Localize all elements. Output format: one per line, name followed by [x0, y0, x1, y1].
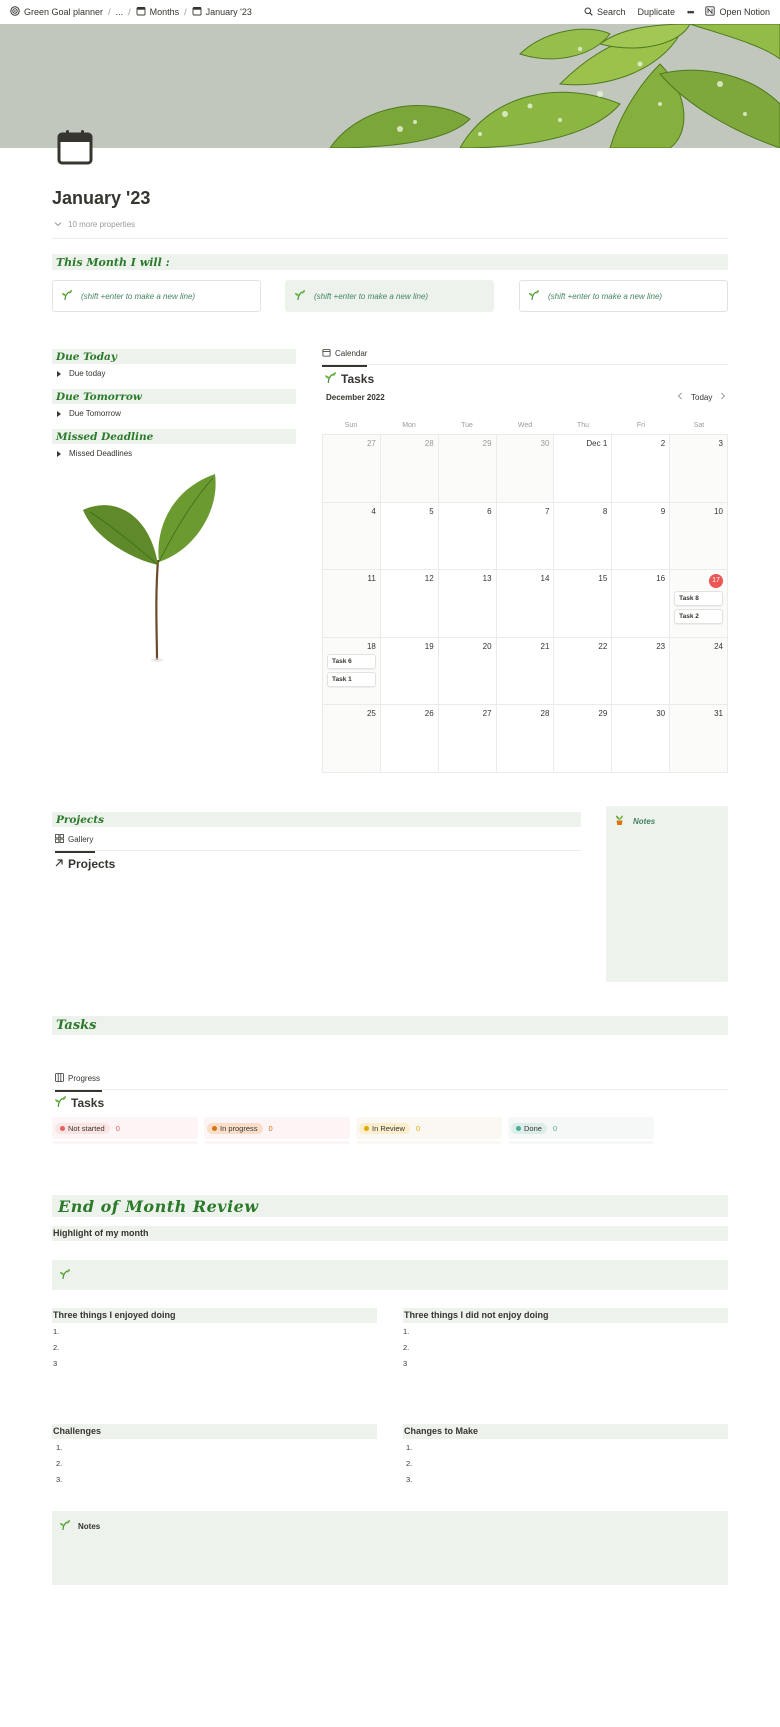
calendar-db-title[interactable] [324, 371, 374, 387]
properties-divider [52, 238, 728, 239]
calendar-db-title-label: Tasks [341, 372, 375, 386]
cover-image [0, 24, 780, 148]
day-number: Dec 1 [586, 439, 608, 448]
calendar-day-cell[interactable] [381, 570, 439, 638]
changes-item[interactable]: 2. [406, 1459, 413, 1468]
column-footer [356, 1141, 502, 1144]
sprout-arrow-icon [54, 1095, 67, 1111]
calendar-day-cell[interactable] [439, 570, 497, 638]
tasks-tab-divider [52, 1089, 728, 1090]
calendar-day-cell[interactable] [612, 638, 670, 706]
calendar-day-cell[interactable] [612, 435, 670, 503]
calendar-tab-divider [322, 364, 728, 365]
column-count: 0 [552, 1123, 558, 1133]
missed-deadline-toggle-label: Missed Deadlines [69, 449, 133, 458]
search-icon [584, 7, 593, 18]
projects-heading: Projects [52, 812, 581, 827]
due-tomorrow-toggle-label: Due Tomorrow [69, 409, 121, 418]
calendar-day-cell[interactable] [554, 435, 612, 503]
day-number: 9 [660, 506, 666, 516]
day-number: 21 [540, 641, 550, 651]
column-footer [508, 1141, 654, 1144]
calendar-day-cell[interactable] [670, 705, 728, 773]
day-number: 22 [598, 641, 608, 651]
column-count: 0 [415, 1123, 421, 1133]
sprout-icon [294, 289, 306, 303]
toggle-triangle-icon [57, 411, 61, 417]
notion-logo-icon [705, 6, 715, 18]
changes-heading: Changes to Make [403, 1424, 728, 1439]
notes-callout-label: Notes [633, 816, 656, 826]
duplicate-label: Duplicate [637, 7, 675, 17]
goal-callout-2[interactable] [285, 280, 494, 312]
calendar-day-cell[interactable] [323, 503, 381, 571]
day-number-today [674, 574, 723, 588]
due-today-heading: Due Today [52, 349, 296, 364]
changes-item[interactable]: 3. [406, 1475, 413, 1484]
column-footer [204, 1141, 350, 1144]
breadcrumb-workspace-label: Green Goal planner [24, 7, 104, 17]
top-bar [0, 0, 780, 24]
toggle-triangle-icon [57, 451, 61, 457]
day-number: 11 [367, 574, 376, 583]
challenges-heading: Challenges [52, 1424, 377, 1439]
notes-callout[interactable] [606, 806, 728, 982]
projects-db-title[interactable] [54, 857, 115, 871]
due-tomorrow-heading: Due Tomorrow [52, 389, 296, 404]
calendar-day-cell-today[interactable] [670, 570, 728, 638]
goal-callout-text: (shift +enter to make a new line) [81, 291, 196, 301]
calendar-day-cell[interactable] [323, 638, 381, 706]
due-today-toggle[interactable] [57, 369, 105, 378]
more-properties-toggle[interactable] [54, 220, 135, 229]
today-badge: 17 [709, 574, 723, 588]
calendar-icon [192, 6, 202, 18]
breadcrumb-separator: / [108, 7, 111, 17]
enjoyed-item[interactable]: 2. [53, 1343, 60, 1352]
status-label: In progress [220, 1123, 258, 1133]
tab-gallery-label: Gallery [68, 835, 94, 844]
breadcrumb-ellipsis[interactable] [116, 7, 124, 17]
challenges-item[interactable]: 1. [56, 1443, 63, 1452]
enjoyed-item[interactable]: 3 [53, 1359, 58, 1368]
gallery-grid-icon [55, 834, 64, 845]
day-number: 19 [424, 641, 434, 651]
board-column-done[interactable] [508, 1117, 654, 1139]
calendar-day-cell[interactable] [381, 638, 439, 706]
weekday-label: Sat [693, 422, 705, 429]
calendar-day-cell[interactable] [381, 503, 439, 571]
day-number: 30 [656, 709, 666, 718]
sprout-icon [528, 289, 540, 303]
not-enjoyed-item[interactable]: 2. [403, 1343, 410, 1352]
review-heading: End of Month Review [52, 1195, 728, 1217]
day-number: 23 [656, 641, 666, 651]
day-number: 12 [424, 574, 434, 583]
status-label: Not started [68, 1123, 105, 1133]
day-number: 15 [598, 574, 608, 583]
status-pill [511, 1123, 547, 1134]
calendar-day-cell[interactable] [554, 570, 612, 638]
calendar-day-cell[interactable] [554, 705, 612, 773]
calendar-day-cell[interactable] [439, 638, 497, 706]
sprout-icon [59, 1268, 71, 1282]
board-column-in-review[interactable] [356, 1117, 502, 1139]
calendar-day-cell[interactable] [439, 705, 497, 773]
calendar-day-cell[interactable] [381, 435, 439, 503]
column-footer [52, 1141, 198, 1144]
search-label: Search [596, 7, 626, 17]
day-number: 27 [482, 709, 492, 718]
calendar-event-card[interactable]: Task 8 [674, 591, 723, 606]
chevron-right-icon[interactable] [720, 392, 726, 402]
due-tomorrow-toggle[interactable] [57, 409, 121, 418]
duplicate-button[interactable] [637, 7, 675, 17]
not-enjoyed-item[interactable]: 3 [403, 1359, 408, 1368]
goal-callout-text: (shift +enter to make a new line) [548, 291, 663, 301]
calendar-day-cell[interactable] [670, 638, 728, 706]
calendar-day-cell[interactable] [497, 435, 555, 503]
enjoyed-item[interactable]: 1. [53, 1327, 60, 1336]
potted-plant-icon [614, 814, 625, 828]
calendar-icon [322, 348, 331, 359]
sprout-icon [61, 289, 73, 303]
weekday-label: Sun [344, 422, 358, 429]
calendar-day-cell[interactable] [612, 705, 670, 773]
tasks-db-title[interactable] [54, 1095, 104, 1111]
calendar-day-cell[interactable] [612, 570, 670, 638]
missed-deadline-heading: Missed Deadline [52, 429, 296, 444]
day-number: 28 [540, 709, 550, 718]
day-number: 25 [366, 709, 376, 718]
day-number: 29 [598, 709, 608, 718]
day-number: 18 [366, 641, 376, 651]
chevron-left-icon[interactable] [677, 392, 683, 402]
column-count: 0 [268, 1123, 273, 1133]
toggle-triangle-icon [57, 371, 61, 377]
calendar-day-cell[interactable] [497, 638, 555, 706]
calendar-event-card[interactable]: Task 1 [327, 672, 376, 687]
target-icon [10, 6, 20, 18]
calendar-day-cell[interactable] [497, 503, 555, 571]
status-pill [55, 1123, 110, 1134]
sprout-arrow-icon [324, 371, 337, 387]
arrow-up-right-icon [54, 857, 64, 871]
calendar-day-cell[interactable] [670, 435, 728, 503]
breadcrumb-workspace[interactable] [10, 6, 103, 18]
column-count: 0 [115, 1123, 120, 1133]
breadcrumb-separator: / [128, 7, 131, 17]
calendar-day-cell[interactable] [323, 705, 381, 773]
open-notion-button[interactable] [705, 6, 770, 18]
page-title[interactable]: January '23 [52, 188, 151, 208]
day-number: 8 [602, 506, 608, 516]
calendar-view [322, 422, 728, 773]
status-dot-icon [364, 1126, 369, 1131]
status-dot-icon [212, 1126, 217, 1131]
status-label: Done [524, 1123, 542, 1133]
projects-db-title-label: Projects [68, 857, 116, 871]
calendar-nav [677, 392, 726, 402]
breadcrumb-months-label: Months [149, 7, 180, 17]
today-button[interactable]: Today [691, 392, 713, 402]
day-number: 30 [540, 439, 550, 448]
calendar-day-cell[interactable] [554, 638, 612, 706]
status-dot-icon [516, 1126, 521, 1131]
more-icon: ••• [687, 7, 694, 17]
review-notes-callout[interactable] [52, 1511, 728, 1585]
calendar-day-cell[interactable] [323, 570, 381, 638]
day-number: 10 [714, 506, 723, 516]
breadcrumb-current-label: January '23 [205, 7, 252, 17]
not-enjoyed-heading: Three things I did not enjoy doing [403, 1308, 728, 1323]
highlight-callout[interactable] [52, 1260, 728, 1290]
weekday-label: Tue [461, 422, 473, 429]
sprout-icon [59, 1519, 71, 1533]
calendar-event-card[interactable]: Task 2 [674, 609, 723, 624]
day-number: 16 [656, 574, 666, 583]
not-enjoyed-item[interactable]: 1. [403, 1327, 410, 1336]
weekday-label: Wed [517, 422, 533, 429]
day-number: 3 [718, 439, 723, 448]
search-button[interactable] [584, 7, 626, 18]
open-notion-label: Open Notion [719, 7, 770, 17]
weekday-label: Thu [576, 422, 590, 429]
day-number: 4 [371, 506, 376, 516]
page-calendar-icon[interactable] [56, 128, 94, 166]
day-number: 13 [482, 574, 492, 583]
status-pill [359, 1123, 410, 1134]
tasks-db-title-label: Tasks [71, 1096, 105, 1110]
day-number: 6 [487, 506, 492, 516]
status-dot-icon [60, 1126, 65, 1131]
calendar-icon [136, 6, 146, 18]
day-number: 20 [482, 641, 492, 651]
breadcrumb-current[interactable] [192, 6, 252, 18]
goal-callout-text: (shift +enter to make a new line) [314, 291, 429, 301]
weekday-label: Fri [636, 422, 646, 429]
challenges-item[interactable]: 3. [56, 1475, 63, 1484]
board-column-in-progress[interactable] [204, 1117, 350, 1139]
cover-leaves-image [0, 24, 780, 148]
changes-item[interactable]: 1. [406, 1443, 413, 1452]
calendar-day-cell[interactable] [439, 503, 497, 571]
day-number: 7 [544, 506, 550, 516]
status-label: In Review [372, 1123, 405, 1133]
weekday-label: Mon [402, 422, 416, 429]
day-number: 26 [424, 709, 434, 718]
day-number: 27 [366, 439, 376, 448]
more-properties-label: 10 more properties [68, 220, 136, 229]
calendar-weekday-header [322, 422, 728, 434]
tab-calendar-label: Calendar [335, 349, 368, 358]
notes-callout-header [606, 806, 728, 836]
board-column-not-started[interactable] [52, 1117, 198, 1139]
plant-image [75, 470, 225, 665]
breadcrumb-months[interactable] [136, 6, 180, 18]
day-number: 29 [482, 439, 492, 448]
tab-progress-label: Progress [68, 1074, 101, 1083]
calendar-day-cell[interactable] [323, 435, 381, 503]
calendar-month-label: December 2022 [326, 393, 385, 402]
calendar-day-cell[interactable] [439, 435, 497, 503]
day-number: 24 [714, 641, 723, 651]
day-number: 31 [714, 709, 723, 718]
calendar-event-card[interactable]: Task 6 [327, 654, 376, 669]
status-pill [207, 1123, 263, 1134]
projects-tab-divider [52, 850, 581, 851]
breadcrumb-separator: / [184, 7, 187, 17]
breadcrumb-ellipsis-label: ... [115, 7, 124, 17]
board-icon [55, 1073, 64, 1084]
tasks-heading: Tasks [52, 1016, 728, 1035]
calendar-day-cell[interactable] [381, 705, 439, 773]
calendar-day-cell[interactable] [497, 570, 555, 638]
challenges-item[interactable]: 2. [56, 1459, 63, 1468]
missed-deadline-toggle[interactable] [57, 449, 132, 458]
goal-callout-1[interactable] [52, 280, 261, 312]
enjoyed-heading: Three things I enjoyed doing [52, 1308, 377, 1323]
day-number: 14 [540, 574, 550, 583]
calendar-day-cell[interactable] [670, 503, 728, 571]
day-number: 5 [429, 506, 434, 516]
due-today-toggle-label: Due today [69, 369, 106, 378]
more-options-button[interactable] [687, 7, 693, 17]
calendar-day-cell[interactable] [497, 705, 555, 773]
goal-callout-3[interactable] [519, 280, 728, 312]
review-notes-label: Notes [78, 1521, 101, 1531]
chevron-down-icon [54, 220, 62, 229]
review-notes-header [52, 1511, 728, 1541]
day-number: 2 [660, 439, 666, 448]
calendar-day-cell[interactable] [554, 503, 612, 571]
highlight-heading: Highlight of my month [52, 1226, 728, 1241]
day-number: 28 [424, 439, 434, 448]
calendar-grid [322, 434, 728, 773]
calendar-day-cell[interactable] [612, 503, 670, 571]
this-month-heading: This Month I will : [52, 254, 728, 270]
